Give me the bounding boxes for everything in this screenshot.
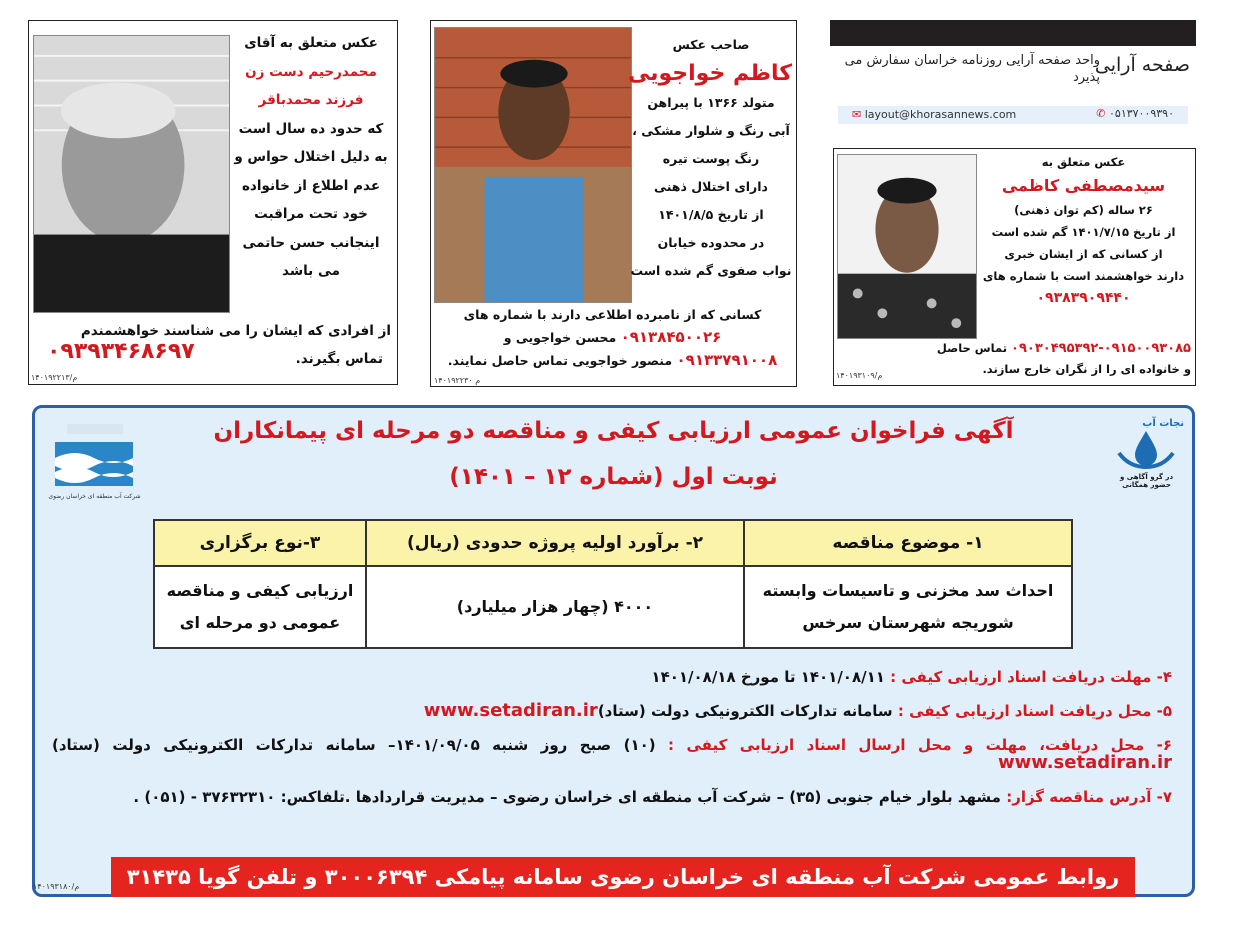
- ad1-person-name: محمدرحیم دست زن: [245, 63, 377, 80]
- envelope-icon: ✉: [852, 108, 862, 121]
- regional-water-company-logo: شرکت آب منطقه ای خراسان رضوی: [47, 418, 142, 503]
- tender-item-5: ۵- محل دریافت اسناد ارزیابی کیفی : سامانه تدارکات الکترونیکی دولت (ستاد)www.setadiran.ir: [423, 700, 1172, 721]
- layout-title: صفحه آرایی: [1094, 54, 1190, 76]
- table-header-subject: ۱- موضوع مناقصه: [744, 520, 1072, 566]
- tender-announcement: [32, 405, 1195, 897]
- layout-service-box: [830, 20, 1196, 128]
- table-header-type: ۳-نوع برگزاری: [154, 520, 366, 566]
- ad2-phone-1: ۰۹۱۳۸۴۵۰۰۲۶: [620, 328, 722, 346]
- portrait-photo-young-man: [434, 27, 632, 303]
- table-cell-estimate: ۴۰۰۰ (چهار هزار میلیارد): [366, 566, 744, 648]
- ad2-code: م ۱۴۰۱۹۲۲۳۰: [434, 376, 481, 385]
- setadiran-link-2[interactable]: www.setadiran.ir: [997, 752, 1172, 773]
- layout-email[interactable]: ✉ layout@khorasannews.com: [852, 108, 1017, 121]
- ad1-code: م/۱۴۰۱۹۲۲۱۳: [31, 373, 78, 382]
- ad1-phone: ۰۹۳۹۳۴۶۸۶۹۷: [47, 339, 195, 364]
- setadiran-link[interactable]: www.setadiran.ir: [423, 700, 598, 721]
- ad2-contact: کسانی که از نامبرده اطلاعی دارند با شماره های ۰۹۱۳۸۴۵۰۰۲۶ محسن خواجویی و ۰۹۱۳۳۷۹۱۰۰۸ منصور خواجویی تماس حاصل نمایند.: [447, 307, 778, 369]
- ad3-code: م/۱۴۰۱۹۳۱۰۹: [836, 371, 883, 380]
- tender-table: [153, 519, 1073, 649]
- ad3-phones-2: ۰۹۰۳۰۴۹۵۳۹۲-۰۹۱۵۰۰۹۳۰۸۵: [1011, 341, 1191, 356]
- missing-person-ad-1: [28, 20, 398, 385]
- ad3-description: عکس متعلق به سیدمصطفی کاظمی ۲۶ ساله (کم توان ذهنی) از تاریخ ۱۴۰۱/۷/۱۵ گم شده است از کسانی که از ایشان خبری دارند خواهشمند است با شماره های ۰۹۳۸۳۹۰۹۴۴۰: [976, 151, 1191, 309]
- missing-person-ad-2: [430, 20, 797, 387]
- contact-strip: [838, 106, 1188, 124]
- water-rescue-logo: نجات آب در گرو آگاهی و حضور همگانی: [1109, 418, 1184, 498]
- table-cell-subject: احداث سد مخزنی و تاسیسات وابسته شوریجه شهرستان سرخس: [744, 566, 1072, 648]
- tender-item-4: ۴- مهلت دریافت اسناد ارزیابی کیفی : ۱۴۰۱/۰۸/۱۱ تا مورخ ۱۴۰۱/۰۸/۱۸: [651, 668, 1172, 686]
- missing-person-ad-3: [833, 148, 1196, 386]
- header-bar: [830, 20, 1196, 46]
- portrait-photo-elderly-man: [33, 35, 230, 313]
- table-header-estimate: ۲- برآورد اولیه پروژه حدودی (ریال): [366, 520, 744, 566]
- ad3-contact: ۰۹۰۳۰۴۹۵۳۹۲-۰۹۱۵۰۰۹۳۰۸۵ تماس حاصل و خانواده ای را از نگران خارج سازند.: [936, 341, 1191, 376]
- ad1-description: عکس متعلق به آقای محمدرحیم دست زن فرزند محمدباقر که حدود ده سال است به دلیل اختلال حواس و عدم اطلاع از خانواده خود تحت مراقبت اینجانب حسن حاتمی می باشد: [231, 29, 391, 286]
- public-relations-footer: روابط عمومی شرکت آب منطقه ای خراسان رضوی سامانه پیامکی ۳۰۰۰۶۳۹۴ و تلفن گویا ۳۱۴۳۵: [111, 857, 1135, 897]
- ad3-person-name: سیدمصطفی کاظمی: [1001, 176, 1166, 195]
- tender-code: م/۱۴۰۱۹۳۱۸۰: [33, 882, 80, 891]
- phone-icon: ✆: [1096, 107, 1106, 120]
- ad3-phone-1: ۰۹۳۸۳۹۰۹۴۴۰: [1036, 290, 1131, 306]
- ad1-contact: از افرادی که ایشان را می شناسند خواهشمندم تماس بگیرند.: [80, 323, 391, 367]
- layout-message: واحد صفحه آرایی روزنامه خراسان سفارش می پذیرد: [844, 53, 1100, 85]
- tender-title: آگهی فراخوان عمومی ارزیابی کیفی و مناقصه دو مرحله ای پیمانکاران: [213, 418, 1014, 444]
- table-cell-type: ارزیابی کیفی و مناقصه عمومی دو مرحله ای: [154, 566, 366, 648]
- ad2-phone-2: ۰۹۱۳۳۷۹۱۰۰۸: [676, 351, 778, 369]
- portrait-photo-man-patterned-shirt: [837, 154, 977, 339]
- tender-items: [52, 668, 1172, 822]
- table-row: [154, 566, 1072, 648]
- ad2-description: صاحب عکس کاظم خواجویی متولد ۱۳۶۶ با پیراهن آبی رنگ و شلوار مشکی ، رنگ پوست تیره دارای اختلال ذهنی از تاریخ ۱۴۰۱/۸/۵ در محدوده خیابان نواب صفوی گم شده است: [627, 37, 792, 278]
- ad2-person-name: کاظم خواجویی: [627, 61, 792, 86]
- tender-item-6: ۶- محل دریافت، مهلت و محل ارسال اسناد ارزیابی کیفی : (۱۰) صبح روز شنبه ۱۴۰۱/۰۹/۰۵– سامانه تدارکات الکترونیکی دولت (ستاد) www.setadiran.ir: [52, 736, 1172, 773]
- table-header-row: [154, 520, 1072, 566]
- tender-item-7: ۷- آدرس مناقصه گزار: مشهد بلوار خیام جنوبی (۳۵) – شرکت آب منطقه ای خراسان رضوی – مدیریت قراردادها .تلفاکس: ۳۷۶۳۲۳۱۰ - (۰۵۱) .: [133, 788, 1172, 806]
- tender-subtitle: نوبت اول (شماره ۱۲ – ۱۴۰۱): [449, 464, 778, 490]
- layout-phone: ✆ ۰۵۱۳۷۰۰۹۳۹۰: [1096, 107, 1174, 120]
